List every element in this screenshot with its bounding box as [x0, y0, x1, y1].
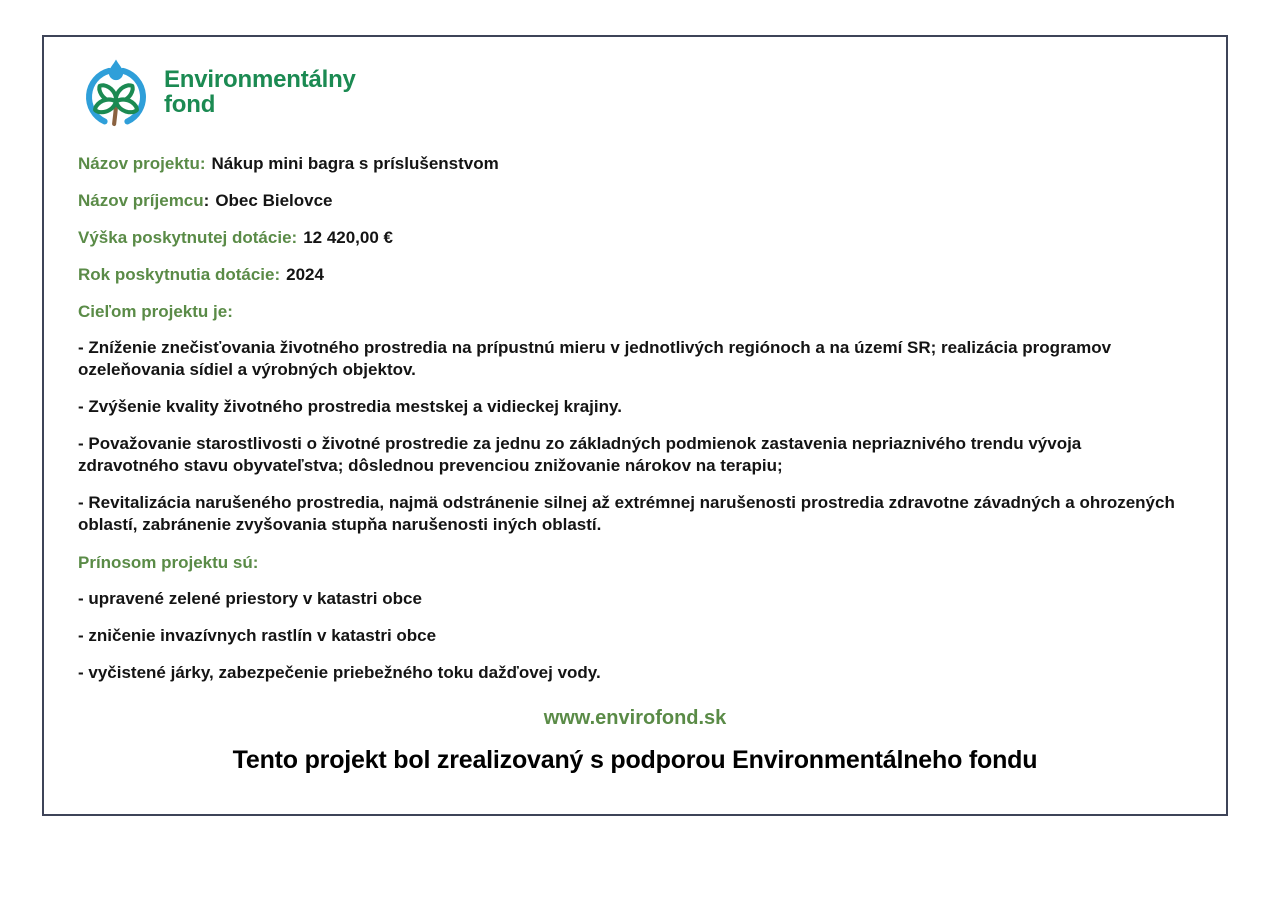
footer-statement: Tento projekt bol zrealizovaný s podporou Environmentálneho fondu [232, 746, 1038, 774]
document-border-frame [42, 35, 1228, 816]
document-content [44, 37, 1226, 775]
field-recipient-name [78, 189, 1192, 213]
field-value: 2024 [286, 265, 324, 284]
org-name [164, 67, 356, 117]
field-value: Nákup mini bagra s príslušenstvom [211, 154, 499, 173]
field-label: Výška poskytnutej dotácie: [78, 228, 298, 247]
field-grant-amount [78, 226, 1192, 250]
org-name-line2: fond [164, 91, 216, 118]
benefit-item: - zničenie invazívnych rastlín v katastri obce [78, 626, 437, 645]
goal-item: - Zvýšenie kvality životného prostredia mestskej a vidieckej krajiny. [78, 397, 622, 416]
field-project-name [78, 152, 1192, 176]
website-link[interactable]: www.envirofond.sk [543, 707, 727, 729]
org-name-line1: Environmentálny [164, 66, 356, 93]
field-value: Obec Bielovce [215, 191, 333, 210]
goal-item: - Zníženie znečisťovania životného prostredia na prípustnú mieru v jednotlivých regiónoch a na území SR; realizácia programov ozeleňovania sídiel a výrobných objektov. [78, 338, 1112, 379]
envirofond-logo [78, 58, 1192, 130]
benefit-item: - vyčistené járky, zabezpečenie priebežného toku dažďovej vody. [78, 663, 601, 682]
field-grant-year [78, 263, 1192, 287]
website-line [78, 707, 1192, 730]
field-separator: : [203, 191, 210, 210]
envirofond-plant-waterdrop-icon [78, 58, 154, 130]
goals-heading: Cieľom projektu je: [78, 302, 233, 321]
goal-item: - Považovanie starostlivosti o životné prostredie za jednu zo základných podmienok zastavenia nepriaznivého trendu vývoja zdravotného stavu obyvateľstva; dôslednou prevenciou znižovanie nárokov na terapiu; [78, 434, 1082, 475]
benefit-item: - upravené zelené priestory v katastri obce [78, 589, 422, 608]
field-label: Rok poskytnutia dotácie: [78, 265, 281, 284]
field-label: Názov príjemcu [78, 191, 204, 210]
goal-item: - Revitalizácia narušeného prostredia, najmä odstránenie silnej až extrémnej narušenosti prostredia zdravotne závadných a ohrozených oblastí, zabránenie zvyšovania stupňa narušenosti iných oblastí. [78, 493, 1175, 534]
field-value: 12 420,00 € [303, 228, 393, 247]
benefits-heading: Prínosom projektu sú: [78, 553, 259, 572]
field-label: Názov projektu: [78, 154, 206, 173]
